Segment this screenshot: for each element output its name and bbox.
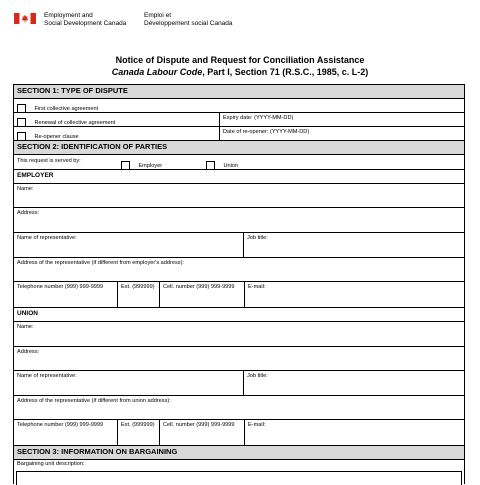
subtitle-act-name: Canada Labour Code [111,67,203,77]
department-name-french [144,12,233,28]
union-job-title-label: Job title: [247,373,268,379]
union-rep-name-label: Name of representative: [17,373,77,379]
renewal-row [14,112,464,126]
employer-email-label: E-mail: [248,284,266,290]
employer-ext-field[interactable] [117,282,159,307]
employer-cell-label: Cell. number (999) 999-9999 [163,284,235,290]
union-address-label: Address: [17,349,40,355]
served-by-union-label: Union [223,162,239,169]
expiry-date-field[interactable] [219,113,464,126]
employer-heading: EMPLOYER [14,169,464,183]
section3-heading: SECTION 3: INFORMATION ON BARGAINING [14,445,464,459]
first-collective-row [14,98,464,112]
section2-heading: SECTION 2: IDENTIFICATION OF PARTIES [14,140,464,154]
form-title: Notice of Dispute and Request for Conciliation Assistance [115,55,365,65]
served-by-employer-label: Employer [138,162,163,169]
expiry-date-label: Expiry date: (YYYY-MM-DD) [223,115,294,121]
employer-rep-address-label: Address of the representative (if different from employer's address): [17,260,184,266]
dispute-form [13,84,465,484]
union-contact-row [14,419,464,445]
dept-fr-line1: Emploi et [144,12,172,19]
served-by-row [14,154,464,169]
department-name-english [44,12,126,28]
subtitle-reference: , Part I, Section 71 (R.S.C., 1985, c. L-2) [202,67,369,77]
union-job-title-field[interactable] [243,371,464,395]
union-rep-address-label: Address of the representative (if different from union address): [17,398,171,404]
union-rep-name-field[interactable] [14,371,243,395]
first-collective-label: First collective agreement [34,105,99,112]
section1-heading: SECTION 1: TYPE OF DISPUTE [14,85,464,98]
form-subtitle [0,67,480,78]
bargaining-unit-label: Bargaining unit description: [17,461,85,467]
page-header [0,0,480,40]
employer-address-field[interactable] [14,207,464,232]
employer-address-label: Address: [17,210,40,216]
employer-contact-row [14,281,464,307]
dept-en-line2: Social Development Canada [44,20,127,27]
union-ext-field[interactable] [117,420,159,445]
union-name-field[interactable] [14,321,464,346]
union-email-label: E-mail: [248,422,266,428]
reopener-row [14,126,464,140]
union-address-field[interactable] [14,346,464,370]
bargaining-unit-textarea[interactable] [16,471,462,485]
reopener-date-field[interactable] [219,127,464,140]
employer-ext-label: Ext. (999999) [121,284,155,290]
bargaining-unit-row [14,459,464,485]
union-rep-address-field[interactable] [14,395,464,419]
employer-rep-name-label: Name of representative: [17,235,77,241]
union-representative-row [14,370,464,395]
renewal-label: Renewal of collective agreement [34,119,116,126]
union-name-label: Name: [17,324,34,330]
union-cell-field[interactable] [159,420,244,445]
union-cell-label: Cell. number (999) 999-9999 [163,422,235,428]
reopener-label: Re-opener clause [34,133,79,140]
reopener-date-label: Date of re-opener: (YYYY-MM-DD) [223,129,310,135]
employer-job-title-label: Job title: [247,235,268,241]
employer-cell-field[interactable] [159,282,244,307]
union-email-field[interactable] [244,420,464,445]
union-ext-label: Ext. (999999) [121,422,155,428]
served-by-label: This request is served by: [17,158,81,164]
employer-job-title-field[interactable] [243,233,464,257]
union-heading: UNION [14,307,464,321]
employer-representative-row [14,232,464,257]
employer-email-field[interactable] [244,282,464,307]
dept-fr-line2: Développement social Canada [144,20,233,27]
union-telephone-field[interactable] [14,420,117,445]
employer-name-label: Name: [17,186,34,192]
employer-telephone-label: Telephone number (999) 999-9999 [17,284,104,290]
canada-flag-icon [14,13,36,24]
employer-name-field[interactable] [14,183,464,207]
union-telephone-label: Telephone number (999) 999-9999 [17,422,104,428]
dept-en-line1: Employment and [44,12,93,19]
employer-rep-name-field[interactable] [14,233,243,257]
employer-telephone-field[interactable] [14,282,117,307]
employer-rep-address-field[interactable] [14,257,464,281]
